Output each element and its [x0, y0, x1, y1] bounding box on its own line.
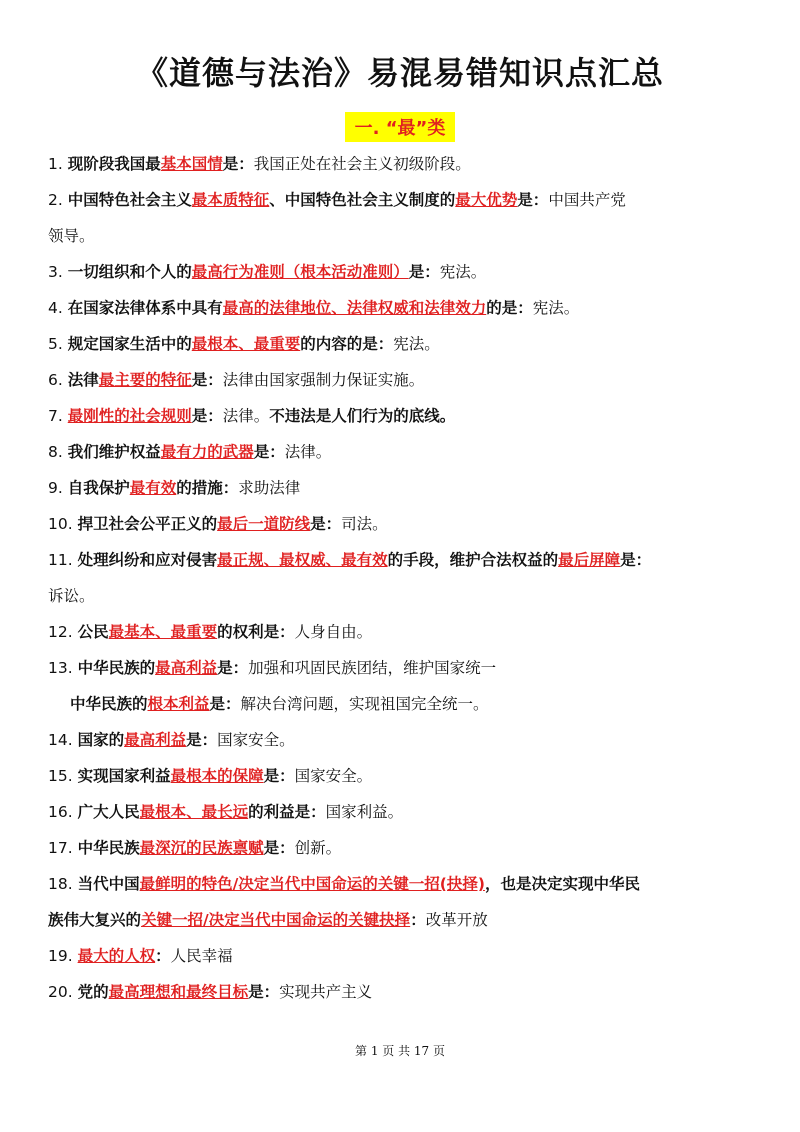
item-key-phrase: 最后一道防线 [217, 515, 311, 533]
list-item-continuation [48, 906, 758, 942]
item-text: 是： [186, 731, 218, 749]
item-text: 中国特色社会主义 [67, 191, 192, 209]
list-item [48, 798, 758, 834]
item-key-phrase: 最高利益 [155, 659, 218, 677]
list-item [48, 762, 758, 798]
list-item [48, 618, 758, 654]
item-number: 19. [48, 947, 73, 965]
item-text: ： [155, 947, 171, 965]
document-title: 《道德与法治》易混易错知识点汇总 [135, 54, 664, 92]
item-text: 族伟大复兴的 [48, 911, 142, 929]
item-answer: 国家安全。 [217, 731, 295, 749]
item-number: 15. [48, 767, 73, 785]
item-text: 是： [191, 407, 223, 425]
list-item [48, 330, 758, 366]
list-item [48, 150, 758, 186]
item-answer: 创新。 [294, 839, 342, 857]
item-key-phrase: 最高理想和最终目标 [108, 983, 249, 1001]
item-text: 一切组织和个人的 [67, 263, 192, 281]
list-item [48, 186, 758, 222]
list-item [48, 510, 758, 546]
item-text: 是： [263, 839, 295, 857]
item-number: 2. [48, 191, 63, 209]
item-key-phrase: 最有力的武器 [160, 443, 254, 461]
item-number: 4. [48, 299, 63, 317]
item-text: 中华民族的 [77, 659, 156, 677]
item-key-phrase: 最高的法律地位、法律权威和法律效力 [222, 299, 487, 317]
item-number: 16. [48, 803, 73, 821]
list-item [48, 474, 758, 510]
item-text: 当代中国 [77, 875, 140, 893]
item-text: 、中国特色社会主义制度的 [269, 191, 456, 209]
item-answer: 人身自由。 [294, 623, 373, 641]
list-item [48, 402, 758, 438]
item-number: 1. [48, 155, 63, 173]
item-text: 的利益是： [248, 803, 326, 821]
item-key-phrase: 最正规、最权威、最有效 [217, 551, 388, 569]
list-item-continuation [48, 222, 758, 258]
item-number: 3. [48, 263, 63, 281]
item-text: 是： [222, 155, 254, 173]
item-text: 实现国家利益 [77, 767, 171, 785]
list-item [48, 294, 758, 330]
item-answer: 求助法律 [238, 479, 301, 497]
item-key-phrase: 最有效 [129, 479, 177, 497]
item-answer: 宪法。 [439, 263, 487, 281]
item-key-phrase: 最后屏障 [558, 551, 621, 569]
item-text: 现阶段我国最 [67, 155, 161, 173]
item-key-phrase: 最根本、最长远 [139, 803, 249, 821]
item-answer: 国家利益。 [325, 803, 404, 821]
item-text: 处理纠纷和应对侵害 [77, 551, 218, 569]
item-key-phrase: 最高行为准则（根本活动准则） [191, 263, 409, 281]
list-item [48, 870, 758, 906]
item-answer: 诉讼。 [48, 587, 95, 605]
item-key-phrase: 根本利益 [147, 695, 210, 713]
item-answer: 领导。 [48, 227, 95, 245]
item-key-phrase: 关键一招/决定当代中国命运的关键抉择 [141, 911, 411, 929]
item-text: 公民 [77, 623, 109, 641]
item-text: 广大人民 [77, 803, 140, 821]
item-text: ，也是决定实现中华民 [484, 875, 640, 893]
item-key-phrase: 最刚性的社会规则 [67, 407, 192, 425]
list-item [48, 654, 758, 690]
list-item [48, 258, 758, 294]
item-text: 法律 [67, 371, 99, 389]
item-answer: 宪法。 [393, 335, 440, 353]
item-text: 我们维护权益 [67, 443, 161, 461]
item-answer: 加强和巩固民族团结，维护国家统一 [248, 659, 497, 677]
item-number: 14. [48, 731, 73, 749]
item-key-phrase: 最根本、最重要 [191, 335, 301, 353]
item-text: 是： [217, 659, 249, 677]
item-text: 的手段，维护合法权益的 [387, 551, 559, 569]
item-text: 中华民族 [77, 839, 140, 857]
item-text: 是： [620, 551, 652, 569]
item-number: 18. [48, 875, 73, 893]
list-item [48, 726, 758, 762]
item-number: 10. [48, 515, 73, 533]
item-text: 是： [191, 371, 223, 389]
item-text: 的权利是： [217, 623, 295, 641]
item-key-phrase: 最深沉的民族禀赋 [139, 839, 264, 857]
list-item [48, 834, 758, 870]
item-text: 在国家法律体系中具有 [67, 299, 223, 317]
item-text: 规定国家生活中的 [67, 335, 192, 353]
item-number: 17. [48, 839, 73, 857]
item-answer: 人民幸福 [170, 947, 233, 965]
item-key-phrase: 最根本的保障 [170, 767, 264, 785]
item-text: 是： [408, 263, 440, 281]
item-key-phrase: 最鲜明的特色/决定当代中国命运的关键一招(抉择) [139, 875, 485, 893]
item-key-phrase: 最大的人权 [77, 947, 156, 965]
item-text: 自我保护 [67, 479, 130, 497]
list-item [48, 942, 758, 978]
item-number: 20. [48, 983, 73, 1001]
item-number: 13. [48, 659, 73, 677]
item-text: 是： [248, 983, 280, 1001]
item-key-phrase: 最高利益 [124, 731, 187, 749]
section-label: 一. “最”类 [345, 112, 456, 142]
item-answer: 法律。 [284, 443, 332, 461]
list-item [48, 690, 758, 726]
item-answer: 改革开放 [425, 911, 488, 929]
list-item [48, 546, 758, 582]
item-answer: 司法。 [341, 515, 388, 533]
item-text: 不违法是人们行为的底线。 [269, 407, 456, 425]
list-item [48, 366, 758, 402]
item-number: 8. [48, 443, 63, 461]
item-text: 的是： [486, 299, 533, 317]
item-answer: 中国共产党 [548, 191, 626, 209]
section-heading [0, 112, 800, 142]
item-key-phrase: 最主要的特征 [98, 371, 192, 389]
item-text: 是： [253, 443, 285, 461]
item-answer: 国家安全。 [294, 767, 373, 785]
item-text: 是： [263, 767, 295, 785]
item-text: ： [410, 911, 426, 929]
list-item [48, 438, 758, 474]
item-text: 党的 [77, 983, 109, 1001]
item-key-phrase: 最大优势 [455, 191, 518, 209]
item-text: 是： [209, 695, 241, 713]
item-number: 7. [48, 407, 63, 425]
list-item [48, 978, 758, 1014]
item-text: 的措施： [176, 479, 239, 497]
item-answer: 法律。 [222, 407, 270, 425]
item-answer: 宪法。 [532, 299, 580, 317]
item-text: 的内容的是： [300, 335, 394, 353]
item-text: 中华民族的 [70, 695, 148, 713]
item-number: 12. [48, 623, 73, 641]
item-text: 是： [517, 191, 549, 209]
item-answer: 实现共产主义 [279, 983, 373, 1001]
item-answer: 解决台湾问题，实现祖国完全统一。 [240, 695, 489, 713]
item-text: 国家的 [77, 731, 125, 749]
item-number: 11. [48, 551, 73, 569]
item-key-phrase: 最基本、最重要 [108, 623, 218, 641]
item-number: 9. [48, 479, 63, 497]
item-answer: 法律由国家强制力保证实施。 [222, 371, 425, 389]
item-number: 5. [48, 335, 63, 353]
item-answer: 我国正处在社会主义初级阶段。 [253, 155, 471, 173]
item-number: 6. [48, 371, 63, 389]
knowledge-list [48, 150, 758, 1014]
item-text: 捍卫社会公平正义的 [77, 515, 218, 533]
page-footer: 第 1 页 共 17 页 [355, 1044, 445, 1058]
item-text: 是： [310, 515, 342, 533]
item-key-phrase: 基本国情 [160, 155, 223, 173]
item-key-phrase: 最本质特征 [191, 191, 270, 209]
list-item-continuation [48, 582, 758, 618]
